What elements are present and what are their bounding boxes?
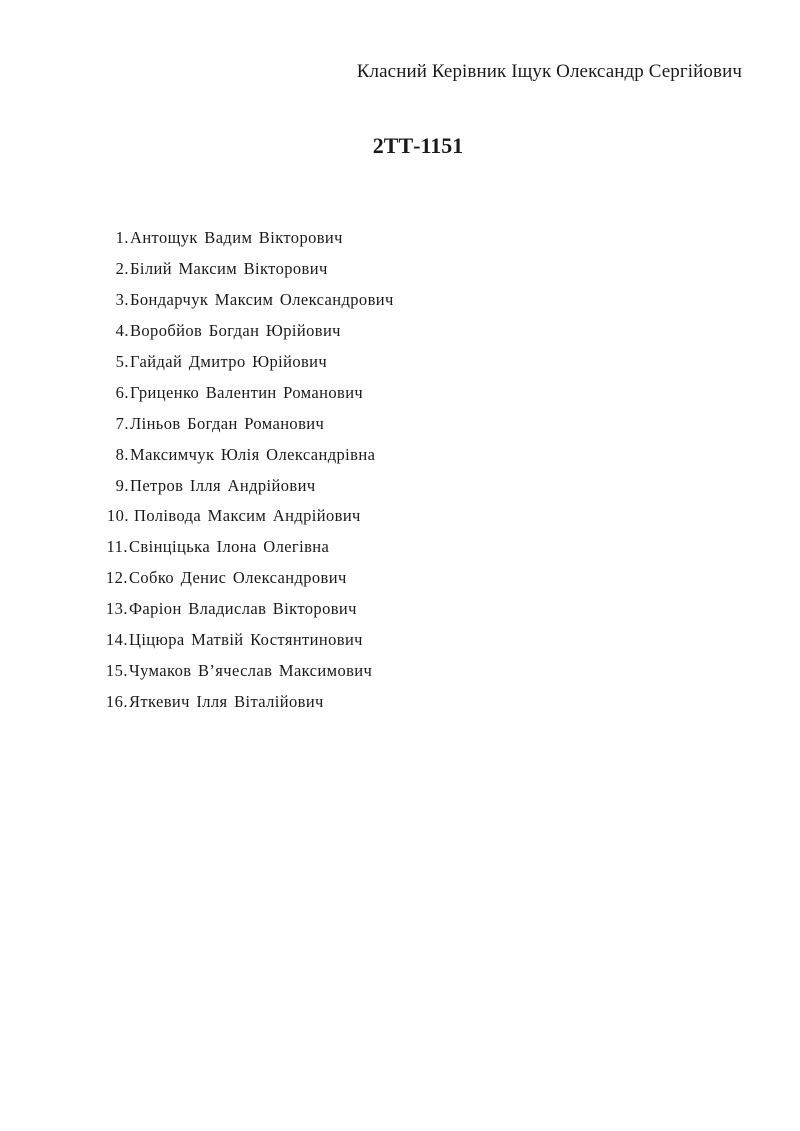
- student-list-item: [94, 439, 394, 470]
- student-list-item: [94, 686, 394, 717]
- student-list-item: [94, 254, 394, 285]
- student-number: 13.: [105, 599, 128, 619]
- student-name: Яткевич Ілля Віталійович: [129, 691, 324, 711]
- student-list-item: [94, 347, 394, 378]
- student-list-item: [94, 470, 394, 501]
- student-number: 2.: [115, 259, 129, 279]
- student-number: 11.: [106, 537, 128, 557]
- student-list-item: [94, 625, 394, 656]
- student-name: Полівода Максим Андрійович: [134, 506, 361, 526]
- student-name: Антощук Вадим Вікторович: [130, 228, 343, 248]
- student-number: 6.: [115, 382, 129, 402]
- student-list-item: [94, 532, 394, 563]
- student-list-item: [94, 408, 394, 439]
- student-number: 3.: [115, 290, 129, 310]
- class-teacher-header: Класний Керівник Іщук Олександр Сергійович: [356, 61, 742, 82]
- student-name: Воробйов Богдан Юрійович: [130, 321, 341, 341]
- student-number: 7.: [115, 413, 129, 433]
- student-list-item: [94, 223, 394, 254]
- student-list-item: [94, 655, 394, 686]
- student-name: Фаріон Владислав Вікторович: [129, 599, 357, 619]
- student-list-item: [94, 594, 394, 625]
- student-list: [94, 223, 394, 717]
- student-name: Свінціцька Ілона Олегівна: [129, 537, 330, 557]
- group-title: 2ТТ-1151: [372, 133, 464, 158]
- student-name: Гриценко Валентин Романович: [130, 382, 364, 402]
- student-name: Петров Ілля Андрійович: [130, 475, 316, 495]
- student-name: Чумаков В’ячеслав Максимович: [129, 660, 373, 680]
- student-number: 5.: [115, 352, 129, 371]
- student-name: Гайдай Дмитро Юрійович: [130, 352, 328, 371]
- student-number: 8.: [115, 444, 129, 464]
- student-list-item: [94, 501, 394, 532]
- student-name: Бондарчук Максим Олександрович: [130, 290, 394, 310]
- student-number: 1.: [115, 228, 129, 248]
- student-name: Ціцюра Матвій Костянтинович: [129, 630, 363, 650]
- student-name: Ліньов Богдан Романович: [130, 413, 325, 433]
- student-list-item: [94, 285, 394, 316]
- student-number: 12.: [105, 568, 128, 588]
- student-number: 16.: [105, 691, 128, 711]
- student-name: Максимчук Юлія Олександрівна: [130, 444, 376, 464]
- student-number: 9.: [115, 475, 129, 495]
- student-number: 14.: [105, 630, 128, 650]
- student-list-item: [94, 563, 394, 594]
- student-list-item: [94, 316, 394, 347]
- student-list-item: [94, 377, 394, 408]
- student-name: Білий Максим Вікторович: [130, 259, 328, 279]
- student-name: Собко Денис Олександрович: [129, 568, 347, 588]
- student-number: 4.: [115, 321, 129, 341]
- student-number: 10.: [106, 506, 129, 526]
- student-number: 15.: [105, 660, 128, 680]
